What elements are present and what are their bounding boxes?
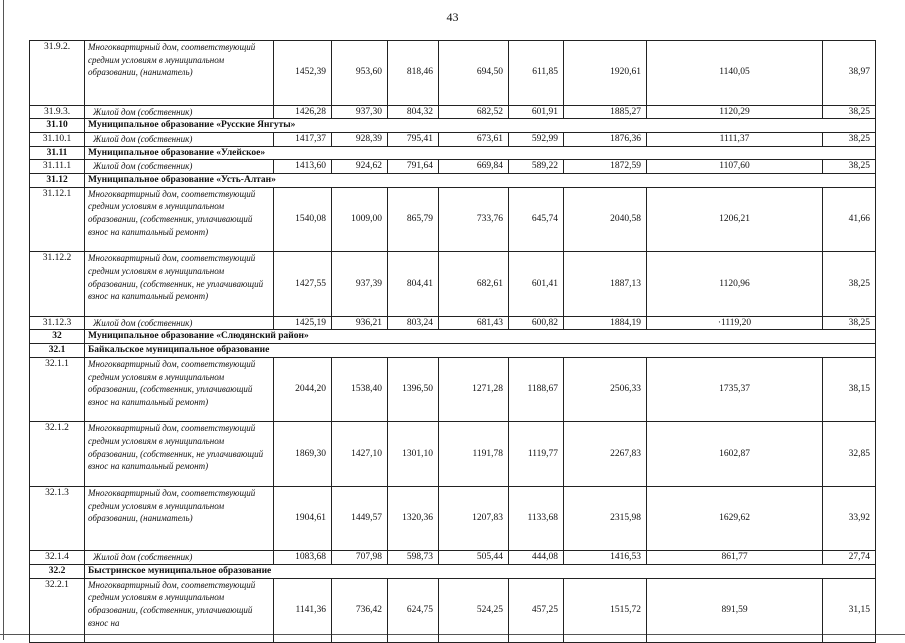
value-cell-8: 31,15 [823,578,876,643]
value-cell-1: 1417,37 [274,132,332,146]
table-row [30,578,876,643]
value-cell-6: 1416,53 [564,551,647,565]
table-row [30,41,876,106]
housing-type: Многоквартирный дом, соответствующий средним условиям в муниципальном образовании, (собственник, не уплачивающий взнос на капитальный ремонт) [85,422,274,487]
value-cell-3: 1320,36 [388,486,439,551]
section-header-row [30,344,876,358]
section-title: Быстринское муниципальное образование [85,565,876,579]
value-cell-6: 1884,19 [564,316,647,330]
value-cell-1: 1141,36 [274,578,332,643]
housing-type: Многоквартирный дом, соответствующий средним условиям в муниципальном образовании, (собственник, уплачивающий взнос на капитальный ремонт) [85,357,274,422]
value-cell-2: 1538,40 [332,357,388,422]
value-cell-6: 1885,27 [564,105,647,119]
row-code: 31.12.1 [30,187,85,252]
value-cell-7: 1735,37 [647,357,823,422]
value-cell-1: 2044,20 [274,357,332,422]
table-row [30,422,876,487]
value-cell-4: 682,61 [439,252,509,317]
value-cell-3: 1396,50 [388,357,439,422]
value-cell-7: 1107,60 [647,160,823,174]
value-cell-3: 803,24 [388,316,439,330]
value-cell-2: 936,21 [332,316,388,330]
section-code: 31.12 [30,174,85,188]
value-cell-6: 1515,72 [564,578,647,643]
value-cell-4: 733,76 [439,187,509,252]
value-cell-2: 937,30 [332,105,388,119]
value-cell-1: 1904,61 [274,486,332,551]
value-cell-7: ·1119,20 [647,316,823,330]
section-title: Муниципальное образование «Улейское» [85,146,876,160]
value-cell-5: 592,99 [509,132,564,146]
value-cell-3: 598,73 [388,551,439,565]
value-cell-4: 1207,83 [439,486,509,551]
value-cell-3: 624,75 [388,578,439,643]
section-header-row [30,330,876,344]
value-cell-1: 1452,39 [274,41,332,106]
table-body [30,41,876,643]
housing-type: Жилой дом (собственник) [85,132,274,146]
value-cell-7: 1602,87 [647,422,823,487]
value-cell-6: 1887,13 [564,252,647,317]
value-cell-6: 2267,83 [564,422,647,487]
value-cell-5: 457,25 [509,578,564,643]
value-cell-2: 736,42 [332,578,388,643]
value-cell-5: 600,82 [509,316,564,330]
value-cell-7: 891,59 [647,578,823,643]
value-cell-4: 694,50 [439,41,509,106]
value-cell-8: 38,15 [823,357,876,422]
row-code: 31.9.2. [30,41,85,106]
value-cell-4: 673,61 [439,132,509,146]
value-cell-1: 1427,55 [274,252,332,317]
value-cell-5: 1133,68 [509,486,564,551]
housing-type: Жилой дом (собственник) [85,160,274,174]
table-row [30,105,876,119]
value-cell-6: 1876,36 [564,132,647,146]
value-cell-8: 38,25 [823,105,876,119]
value-cell-1: 1426,28 [274,105,332,119]
section-title: Байкальское муниципальное образование [85,344,876,358]
section-header-row [30,174,876,188]
row-code: 32.1.2 [30,422,85,487]
value-cell-8: 38,25 [823,160,876,174]
value-cell-6: 1872,59 [564,160,647,174]
section-code: 32.1 [30,344,85,358]
value-cell-5: 601,91 [509,105,564,119]
value-cell-2: 1427,10 [332,422,388,487]
table-row [30,252,876,317]
value-cell-4: 1271,28 [439,357,509,422]
value-cell-2: 924,62 [332,160,388,174]
value-cell-7: 1206,21 [647,187,823,252]
housing-type: Многоквартирный дом, соответствующий средним условиям в муниципальном образовании, (наниматель) [85,41,274,106]
value-cell-8: 38,25 [823,132,876,146]
value-cell-7: 1120,96 [647,252,823,317]
value-cell-8: 27,74 [823,551,876,565]
row-code: 31.12.2 [30,252,85,317]
value-cell-3: 865,79 [388,187,439,252]
housing-type: Многоквартирный дом, соответствующий средним условиям в муниципальном образовании, (собственник, уплачивающий взнос на [85,578,274,643]
value-cell-5: 589,22 [509,160,564,174]
value-cell-2: 707,98 [332,551,388,565]
row-code: 31.11.1 [30,160,85,174]
housing-type: Многоквартирный дом, соответствующий средним условиям в муниципальном образовании, (собственник, не уплачивающий взнос на капитальный ремонт) [85,252,274,317]
value-cell-3: 804,32 [388,105,439,119]
value-cell-7: 1111,37 [647,132,823,146]
value-cell-4: 524,25 [439,578,509,643]
table-row [30,132,876,146]
page-number: 43 [446,10,459,24]
value-cell-2: 937,39 [332,252,388,317]
tariff-table [29,40,876,643]
section-code: 31.11 [30,146,85,160]
section-code: 31.10 [30,119,85,133]
row-code: 32.1.1 [30,357,85,422]
section-title: Муниципальное образование «Усть-Алтан» [85,174,876,188]
value-cell-8: 32,85 [823,422,876,487]
section-title: Муниципальное образование «Русские Янгуты» [85,119,876,133]
table-row [30,160,876,174]
value-cell-8: 38,25 [823,316,876,330]
value-cell-4: 669,84 [439,160,509,174]
housing-type: Многоквартирный дом, соответствующий средним условиям в муниципальном образовании, (собственник, уплачивающий взнос на капитальный ремонт) [85,187,274,252]
value-cell-1: 1413,60 [274,160,332,174]
value-cell-7: 1120,29 [647,105,823,119]
value-cell-6: 2040,58 [564,187,647,252]
value-cell-2: 953,60 [332,41,388,106]
section-code: 32.2 [30,565,85,579]
housing-type: Жилой дом (собственник) [85,551,274,565]
table-row [30,551,876,565]
tariff-table-container [29,40,875,628]
value-cell-5: 1119,77 [509,422,564,487]
value-cell-4: 1191,78 [439,422,509,487]
value-cell-6: 2315,98 [564,486,647,551]
page-left-border [3,0,4,640]
value-cell-3: 818,46 [388,41,439,106]
value-cell-8: 38,25 [823,252,876,317]
section-header-row [30,565,876,579]
value-cell-5: 601,41 [509,252,564,317]
section-header-row [30,146,876,160]
value-cell-5: 645,74 [509,187,564,252]
value-cell-3: 795,41 [388,132,439,146]
table-row [30,316,876,330]
section-header-row [30,119,876,133]
value-cell-6: 1920,61 [564,41,647,106]
row-code: 31.12.3 [30,316,85,330]
value-cell-5: 444,08 [509,551,564,565]
housing-type: Многоквартирный дом, соответствующий средним условиям в муниципальном образовании, (наниматель) [85,486,274,551]
row-code: 31.10.1 [30,132,85,146]
value-cell-3: 791,64 [388,160,439,174]
value-cell-7: 1140,05 [647,41,823,106]
table-row [30,486,876,551]
section-title: Муниципальное образование «Слюдянский район» [85,330,876,344]
value-cell-1: 1425,19 [274,316,332,330]
value-cell-5: 611,85 [509,41,564,106]
value-cell-4: 682,52 [439,105,509,119]
table-row [30,357,876,422]
section-code: 32 [30,330,85,344]
value-cell-8: 41,66 [823,187,876,252]
value-cell-2: 1009,00 [332,187,388,252]
value-cell-7: 861,77 [647,551,823,565]
value-cell-1: 1083,68 [274,551,332,565]
value-cell-6: 2506,33 [564,357,647,422]
value-cell-8: 38,97 [823,41,876,106]
row-code: 31.9.3. [30,105,85,119]
row-code: 32.1.4 [30,551,85,565]
value-cell-4: 681,43 [439,316,509,330]
value-cell-1: 1869,30 [274,422,332,487]
value-cell-7: 1629,62 [647,486,823,551]
table-row [30,187,876,252]
row-code: 32.1.3 [30,486,85,551]
value-cell-5: 1188,67 [509,357,564,422]
value-cell-2: 1449,57 [332,486,388,551]
value-cell-1: 1540,08 [274,187,332,252]
value-cell-8: 33,92 [823,486,876,551]
row-code: 32.2.1 [30,578,85,643]
value-cell-3: 1301,10 [388,422,439,487]
value-cell-2: 928,39 [332,132,388,146]
housing-type: Жилой дом (собственник) [85,105,274,119]
housing-type: Жилой дом (собственник) [85,316,274,330]
value-cell-4: 505,44 [439,551,509,565]
value-cell-3: 804,41 [388,252,439,317]
